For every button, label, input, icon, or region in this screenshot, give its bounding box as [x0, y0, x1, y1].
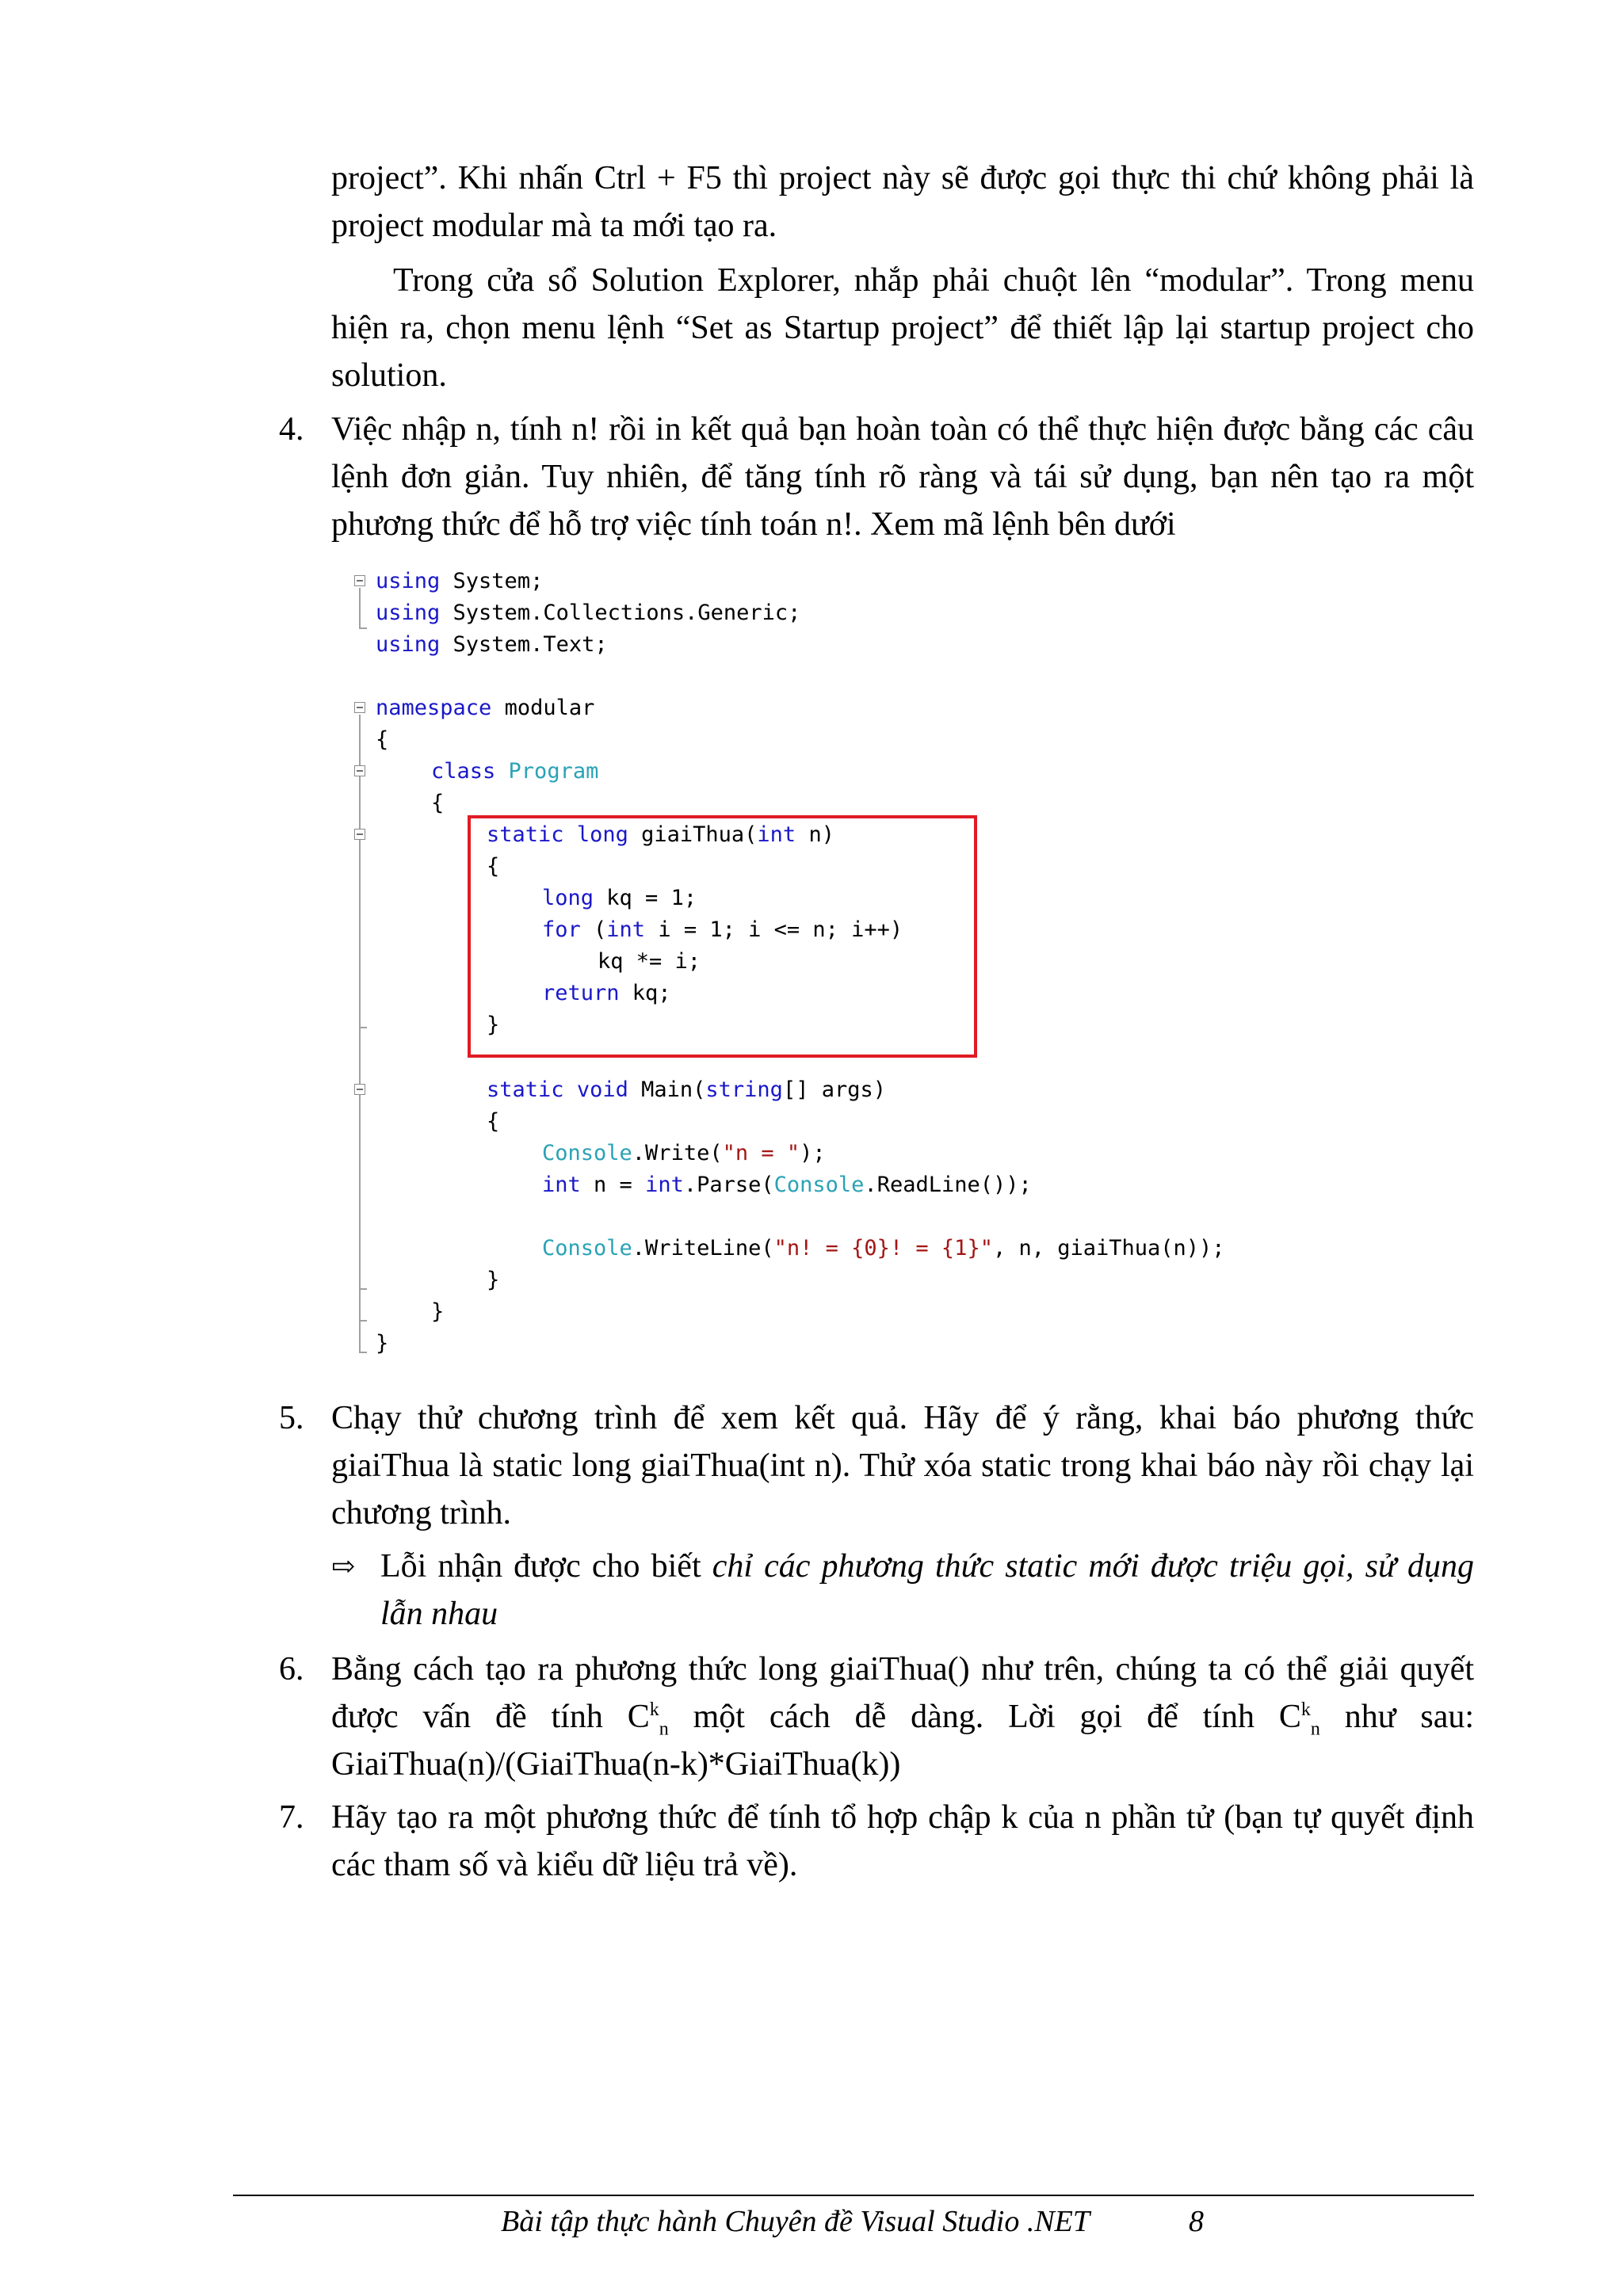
code-line-brace: } [487, 1013, 500, 1037]
code-line-multiply: kq *= i; [598, 949, 701, 974]
paragraph-continuation: project”. Khi nhấn Ctrl + F5 thì project này sẽ được gọi thực thi chứ không phải là project modular mà ta mới tạo ra. [331, 160, 1474, 244]
code-line-brace: { [487, 854, 500, 879]
footer-rule [233, 2195, 1474, 2196]
note-text: Lỗi nhận được cho biết chỉ các phương thức static mới được triệu gọi, sử dụng lẫn nhau [380, 1548, 1474, 1632]
list-item-4-text: Việc nhập n, tính n! rồi in kết quả bạn hoàn toàn có thể thực hiện được bằng các câu lệnh đơn giản. Tuy nhiên, để tăng tính rõ ràng và tái sử dụng, bạn nên tạo ra một phương thức để hỗ trợ việc tính toán n!. Xem mã lệnh bên dưới [331, 411, 1474, 543]
code-line-return: return kq; [542, 981, 671, 1005]
code-line-using-system: using System; [376, 569, 544, 593]
code-line-giaithua-signature: static long giaiThua(int n) [487, 822, 834, 847]
outline-end [359, 1288, 367, 1290]
code-line-brace: { [431, 791, 445, 815]
code-line-brace: } [487, 1268, 500, 1292]
code-line-kq-init: long kq = 1; [542, 886, 697, 910]
list-number-7: 7. [279, 1799, 304, 1836]
collapse-method-main-icon[interactable] [354, 1084, 365, 1095]
paragraph-solution-explorer: Trong cửa sổ Solution Explorer, nhắp phải chuột lên “modular”. Trong menu hiện ra, chọn menu lệnh “Set as Startup project” để thiết lập lại startup project cho solution. [331, 262, 1474, 394]
arrow-right-icon: ⇨ [331, 1550, 356, 1582]
list-number-4: 4. [279, 411, 304, 448]
outline-end [359, 1352, 367, 1353]
page-number: 8 [1189, 2205, 1204, 2238]
code-line-console-writeline: Console.WriteLine("n! = {0}! = {1}", n, giaiThua(n)); [542, 1236, 1225, 1261]
code-line-brace: { [376, 727, 389, 752]
code-line-using-generic: using System.Collections.Generic; [376, 601, 801, 625]
collapse-namespace-icon[interactable] [354, 702, 365, 713]
list-item-6-text: Bằng cách tạo ra phương thức long giaiThua() như trên, chúng ta có thể giải quyết được vấn đề tính $C^k_n$ một cách dễ dàng. Lời gọi để tính $C^k_n$ như sau: GiaiThua(n)/(GiaiThua(n-k)*GiaiThua(k)) [331, 1651, 1475, 1783]
code-line-parse: int n = int.Parse(Console.ReadLine()); [542, 1173, 1032, 1197]
outline-end [359, 627, 367, 629]
list-number-5: 5. [279, 1400, 304, 1436]
code-line-using-text: using System.Text; [376, 632, 608, 657]
footer-title: Bài tập thực hành Chuyên đề Visual Studio .NET [501, 2205, 1090, 2238]
collapse-using-icon[interactable] [354, 575, 365, 586]
code-line-class: class Program [431, 759, 599, 784]
outline-guide [359, 715, 361, 1352]
collapse-method-giaithua-icon[interactable] [354, 829, 365, 840]
collapse-class-icon[interactable] [354, 765, 365, 776]
list-item-5-text: Chạy thử chương trình để xem kết quả. Hãy để ý rằng, khai báo phương thức giaiThua là static long giaiThua(int n). Thử xóa static trong khai báo này rồi chạy lại chương trình. [331, 1400, 1474, 1531]
highlight-box [468, 815, 977, 1058]
outline-end [359, 1027, 367, 1028]
code-line-brace: { [487, 1109, 500, 1134]
code-line-console-write: Console.Write("n = "); [542, 1141, 826, 1165]
code-line-brace: } [376, 1331, 389, 1356]
outline-end [359, 1320, 367, 1322]
code-line-brace: } [431, 1299, 445, 1324]
outline-guide [359, 588, 361, 627]
code-line-main-signature: static void Main(string[] args) [487, 1077, 886, 1102]
list-number-6: 6. [279, 1651, 304, 1688]
code-line-namespace: namespace modular [376, 696, 595, 720]
code-line-for: for (int i = 1; i <= n; i++) [542, 917, 903, 942]
list-item-7-text: Hãy tạo ra một phương thức để tính tổ hợp chập k của n phần tử (bạn tự quyết định các tham số và kiểu dữ liệu trả về). [331, 1799, 1474, 1883]
